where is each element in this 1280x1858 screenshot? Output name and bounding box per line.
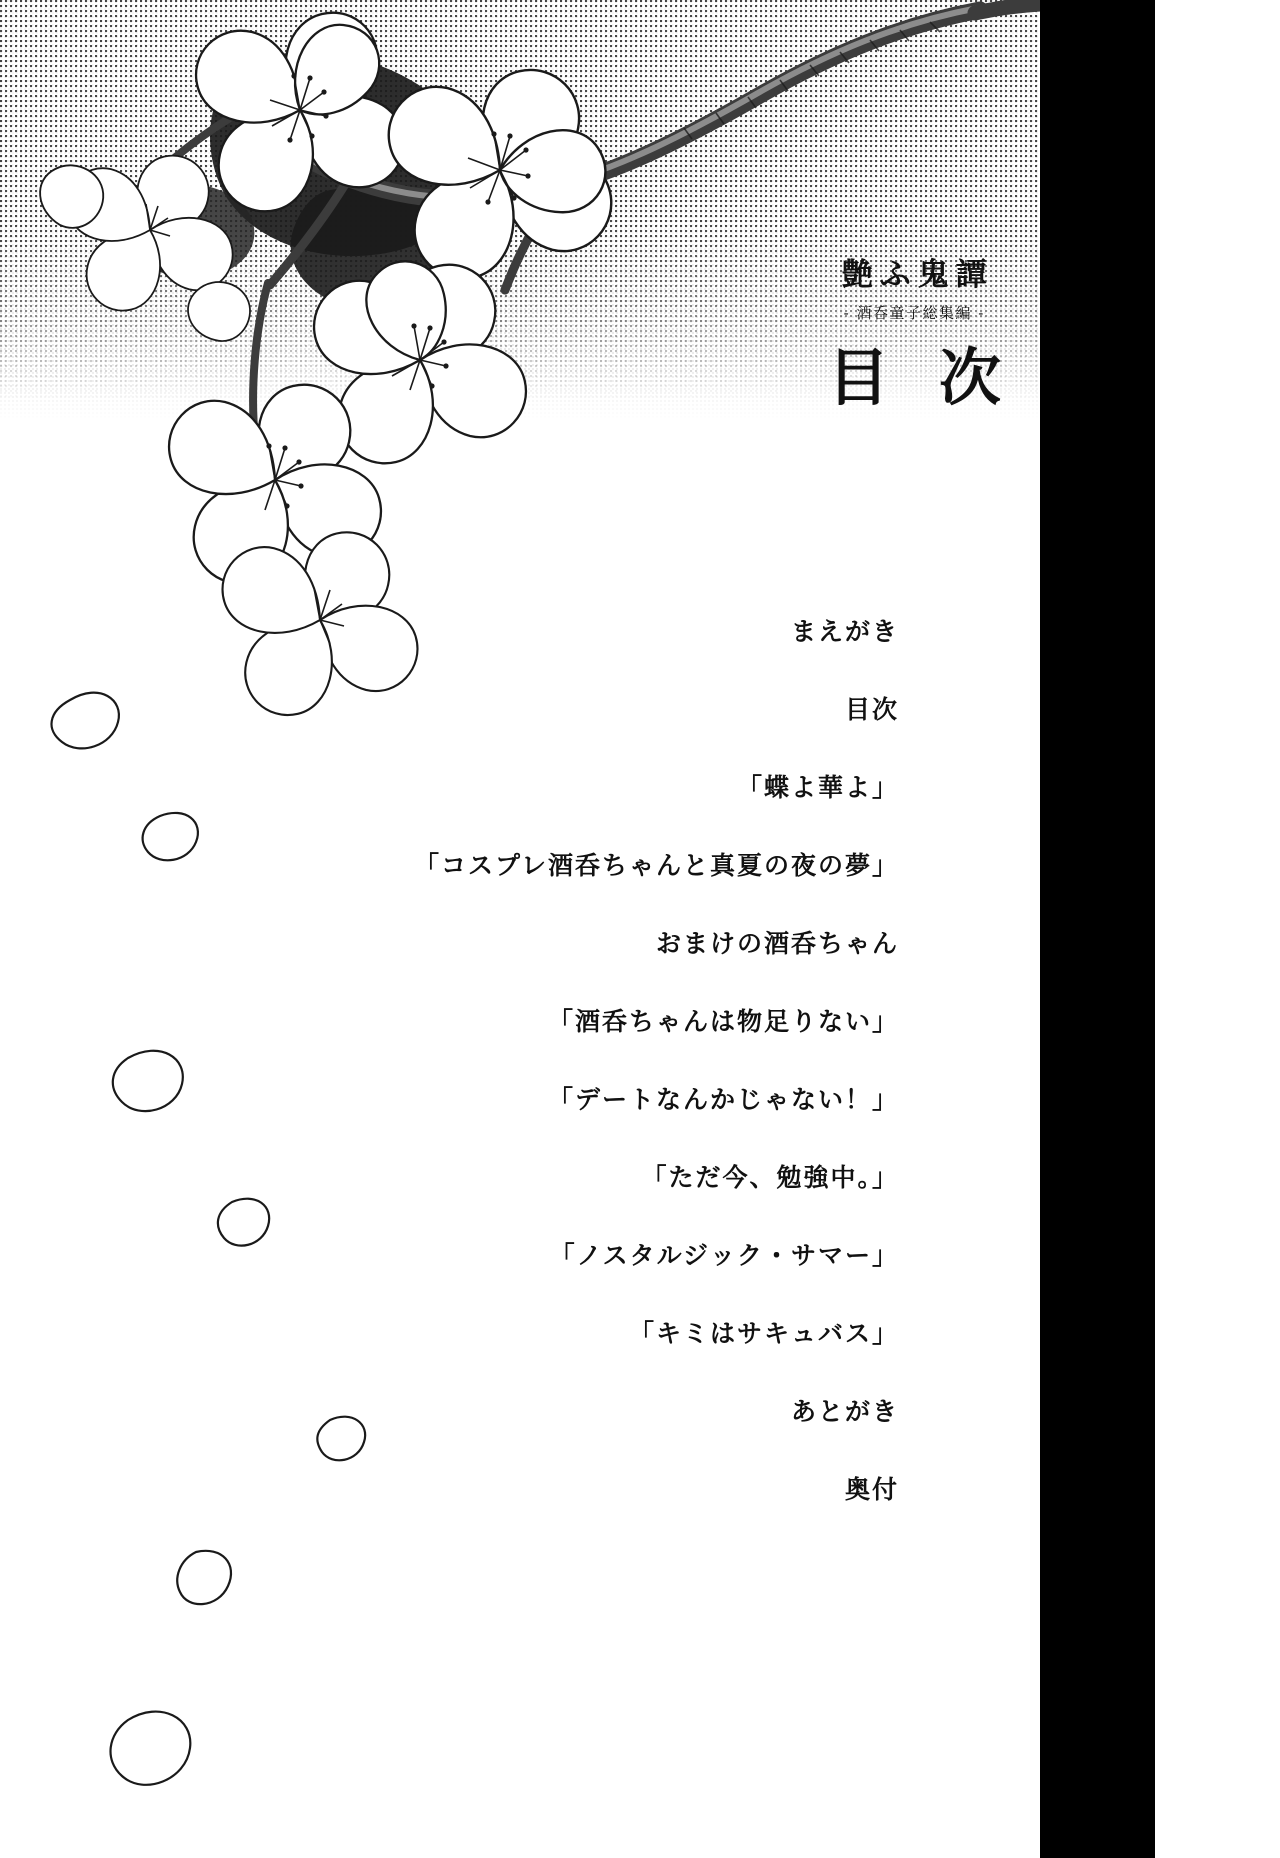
toc-entry-label: あとがき (790, 1397, 899, 1426)
toc-entry[interactable] (300, 846, 1060, 924)
toc-entry-label: 「ただ今、勉強中。」 (641, 1163, 899, 1192)
toc-entry[interactable] (300, 1236, 1060, 1314)
toc-entry-label: 目次 (844, 695, 899, 724)
toc-entry-page: 091 (980, 1245, 1025, 1269)
toc-entry-page: 007 (980, 777, 1025, 801)
toc-entry-label: 「キミはサキュバス」 (628, 1319, 899, 1348)
toc-entry[interactable] (300, 1314, 1060, 1392)
toc-entry[interactable] (300, 1158, 1060, 1236)
series-subtitle: - 酒呑童子総集編 - (843, 304, 985, 323)
series-title: 艶ふ鬼譚 (841, 257, 994, 293)
toc-entry-page: 023 (980, 855, 1025, 879)
toc-entry-page: 121 (980, 1401, 1025, 1425)
toc-entry-label: 奥付 (844, 1475, 899, 1504)
toc-entry-page: 005 (980, 699, 1025, 723)
toc-entry-label: 「コスプレ酒呑ちゃんと真夏の夜の夢」 (413, 851, 899, 880)
table-of-contents (300, 612, 1060, 1548)
toc-entry-page: 122 (980, 1479, 1025, 1503)
toc-entry[interactable] (300, 1470, 1060, 1548)
toc-entry-label: 「蝶よ華よ」 (736, 773, 899, 802)
toc-entry-page: 043 (980, 1011, 1025, 1035)
toc-entry-page: 075 (980, 1167, 1025, 1191)
toc-entry-label: おまけの酒呑ちゃん (655, 929, 899, 958)
toc-entry[interactable] (300, 1080, 1060, 1158)
toc-entry-label: 「ノスタルジック・サマー」 (549, 1241, 899, 1270)
toc-entry-page: 004 (980, 621, 1025, 645)
toc-entry-page: 039 (980, 933, 1025, 957)
toc-entry-page: 107 (980, 1323, 1025, 1347)
toc-entry[interactable] (300, 924, 1060, 1002)
title-block (813, 257, 1015, 415)
toc-entry[interactable] (300, 690, 1060, 768)
toc-entry-label: 「デートなんかじゃない！」 (547, 1085, 899, 1114)
toc-entry[interactable] (300, 612, 1060, 690)
toc-entry-label: まえがき (790, 617, 899, 646)
toc-entry[interactable] (300, 1002, 1060, 1080)
toc-entry-page: 057 (980, 1089, 1025, 1113)
toc-heading: 目 次 (827, 341, 1015, 415)
toc-entry[interactable] (300, 1392, 1060, 1470)
toc-entry[interactable] (300, 768, 1060, 846)
toc-entry-label: 「酒呑ちゃんは物足りない」 (547, 1007, 899, 1036)
